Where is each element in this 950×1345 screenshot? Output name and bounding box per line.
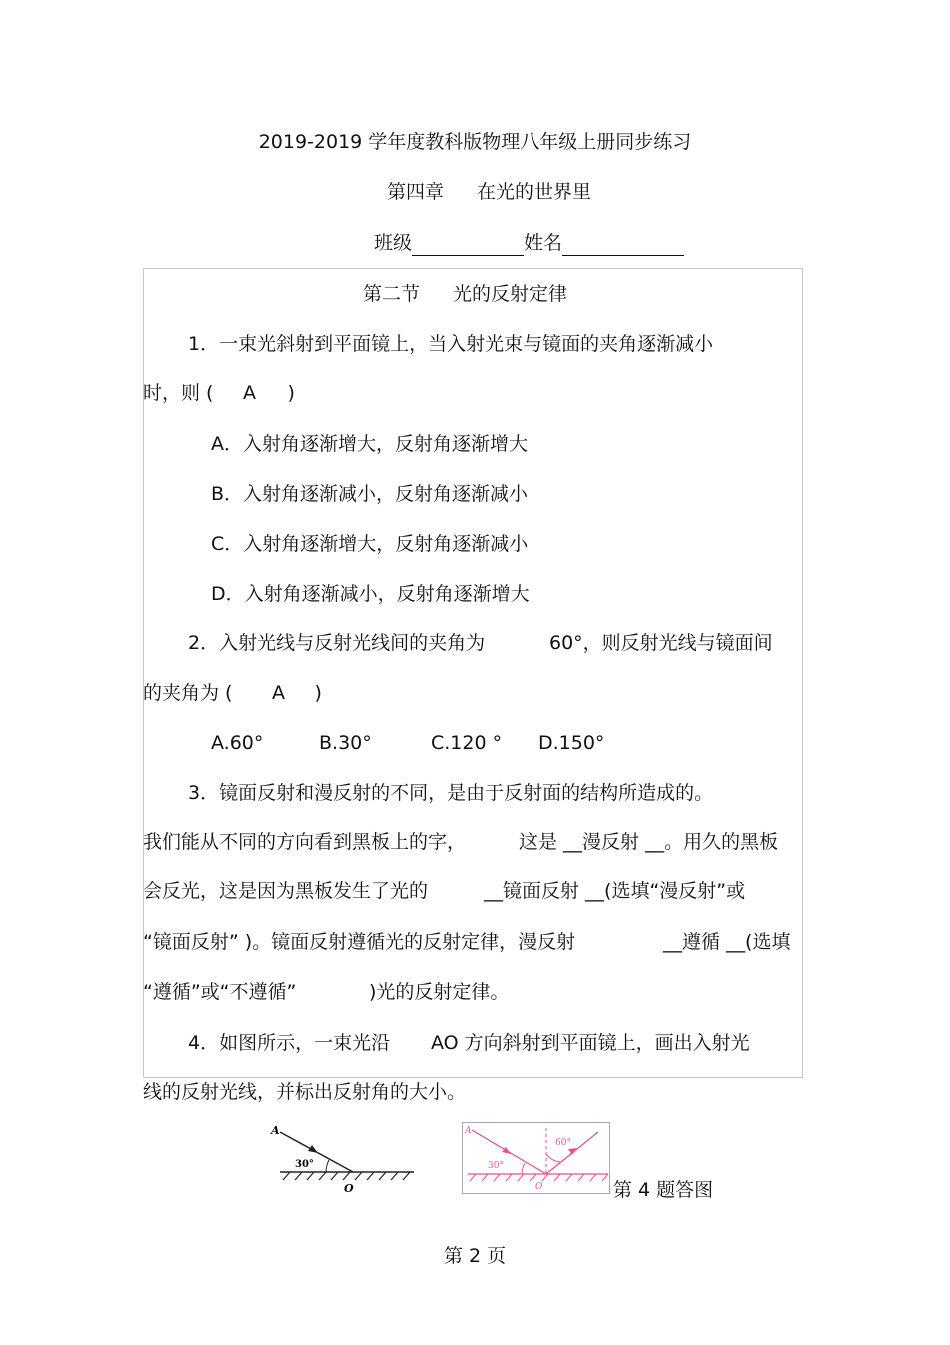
q4-figure (268, 1120, 418, 1200)
section-name: 光的反射定律 (453, 283, 568, 305)
answer-angle-out: 60° (555, 1138, 571, 1148)
q1-stem-line2 (143, 380, 295, 406)
q3-line1: 3．镜面反射和漫反射的不同，是由于反射面的结构所造成的。 (188, 782, 714, 804)
q3-line2b: 这是 __漫反射 __。用久的黑板 (519, 831, 779, 853)
q2-stem-line1a: 2．入射光线与反射光线间的夹角为 (188, 632, 486, 654)
q2-option-a: A.60° (211, 732, 264, 754)
q4-line2: 线的反射光线，并标出反射角的大小。 (143, 1081, 467, 1103)
q3-line5b: )光的反射定律。 (369, 981, 510, 1003)
answer-angle-in: 30° (488, 1161, 504, 1171)
q2-option-d: D.150° (538, 732, 605, 754)
name-label: 姓名 (524, 232, 563, 254)
class-blank (412, 233, 524, 256)
answer-figure-caption: 第 4 题答图 (613, 1179, 714, 1201)
section-number: 第二节 (363, 283, 421, 305)
chapter-number: 第四章 (387, 181, 445, 203)
q3-line2a: 我们能从不同的方向看到黑板上的字， (143, 831, 467, 853)
q2-paren-open: 的夹角为 ( (143, 682, 233, 704)
mirror-hatching (283, 1172, 410, 1180)
class-field (374, 230, 684, 256)
answer-label-o: O (535, 1182, 543, 1192)
label-a: A (271, 1124, 280, 1137)
q2-paren-close: ) (314, 682, 322, 704)
q4-line1a: 4．如图所示，一束光沿 (188, 1032, 391, 1054)
q3-line3b: __镜面反射 __(选填“漫反射”或 (484, 880, 746, 902)
angle-arc (326, 1160, 329, 1172)
q1-answer: A (243, 382, 256, 404)
q2-answer: A (272, 682, 285, 704)
answer-label-a: A (465, 1126, 472, 1136)
q1-stem-line1: 1．一束光斜射到平面镜上，当入射光束与镜面的夹角逐渐减小 (188, 333, 714, 355)
q2-option-c: C.120 ° (431, 732, 503, 754)
q2-option-b: B.30° (319, 732, 372, 754)
q2-stem-line1b: 60°，则反射光线与镜面间 (549, 632, 773, 654)
q1-option-b: B．入射角逐渐减小，反射角逐渐减小 (211, 483, 529, 505)
chapter-name: 在光的世界里 (477, 181, 592, 203)
q1-option-c: C．入射角逐渐增大，反射角逐渐减小 (211, 533, 529, 555)
label-o: O (344, 1182, 354, 1195)
name-blank (562, 233, 684, 256)
class-label: 班级 (374, 232, 413, 254)
q3-line5a: “遵循”或“不遵循” (143, 981, 297, 1003)
q2-stem-line2 (143, 680, 322, 706)
q1-option-a: A．入射角逐渐增大，反射角逐渐增大 (211, 433, 528, 455)
q1-option-d: D．入射角逐渐减小，反射角逐渐增大 (211, 583, 530, 605)
q3-line4b: __遵循 __(选填 (663, 931, 791, 953)
incident-arrow (308, 1145, 318, 1153)
angle-label: 30° (295, 1159, 314, 1170)
q3-line3a: 会反光，这是因为黑板发生了光的 (143, 880, 429, 902)
q4-line1b: AO 方向斜射到平面镜上，画出入射光 (431, 1032, 750, 1054)
page-title: 2019-2019 学年度教科版物理八年级上册同步练习 (258, 131, 692, 153)
q4-answer-figure (462, 1122, 610, 1194)
q3-line4a: “镜面反射” )。镜面反射遵循光的反射定律，漫反射 (143, 931, 576, 953)
page-number: 第 2 页 (443, 1245, 507, 1267)
q1-paren-close: ) (287, 382, 295, 404)
q1-paren-open: 时，则 ( (143, 382, 214, 404)
